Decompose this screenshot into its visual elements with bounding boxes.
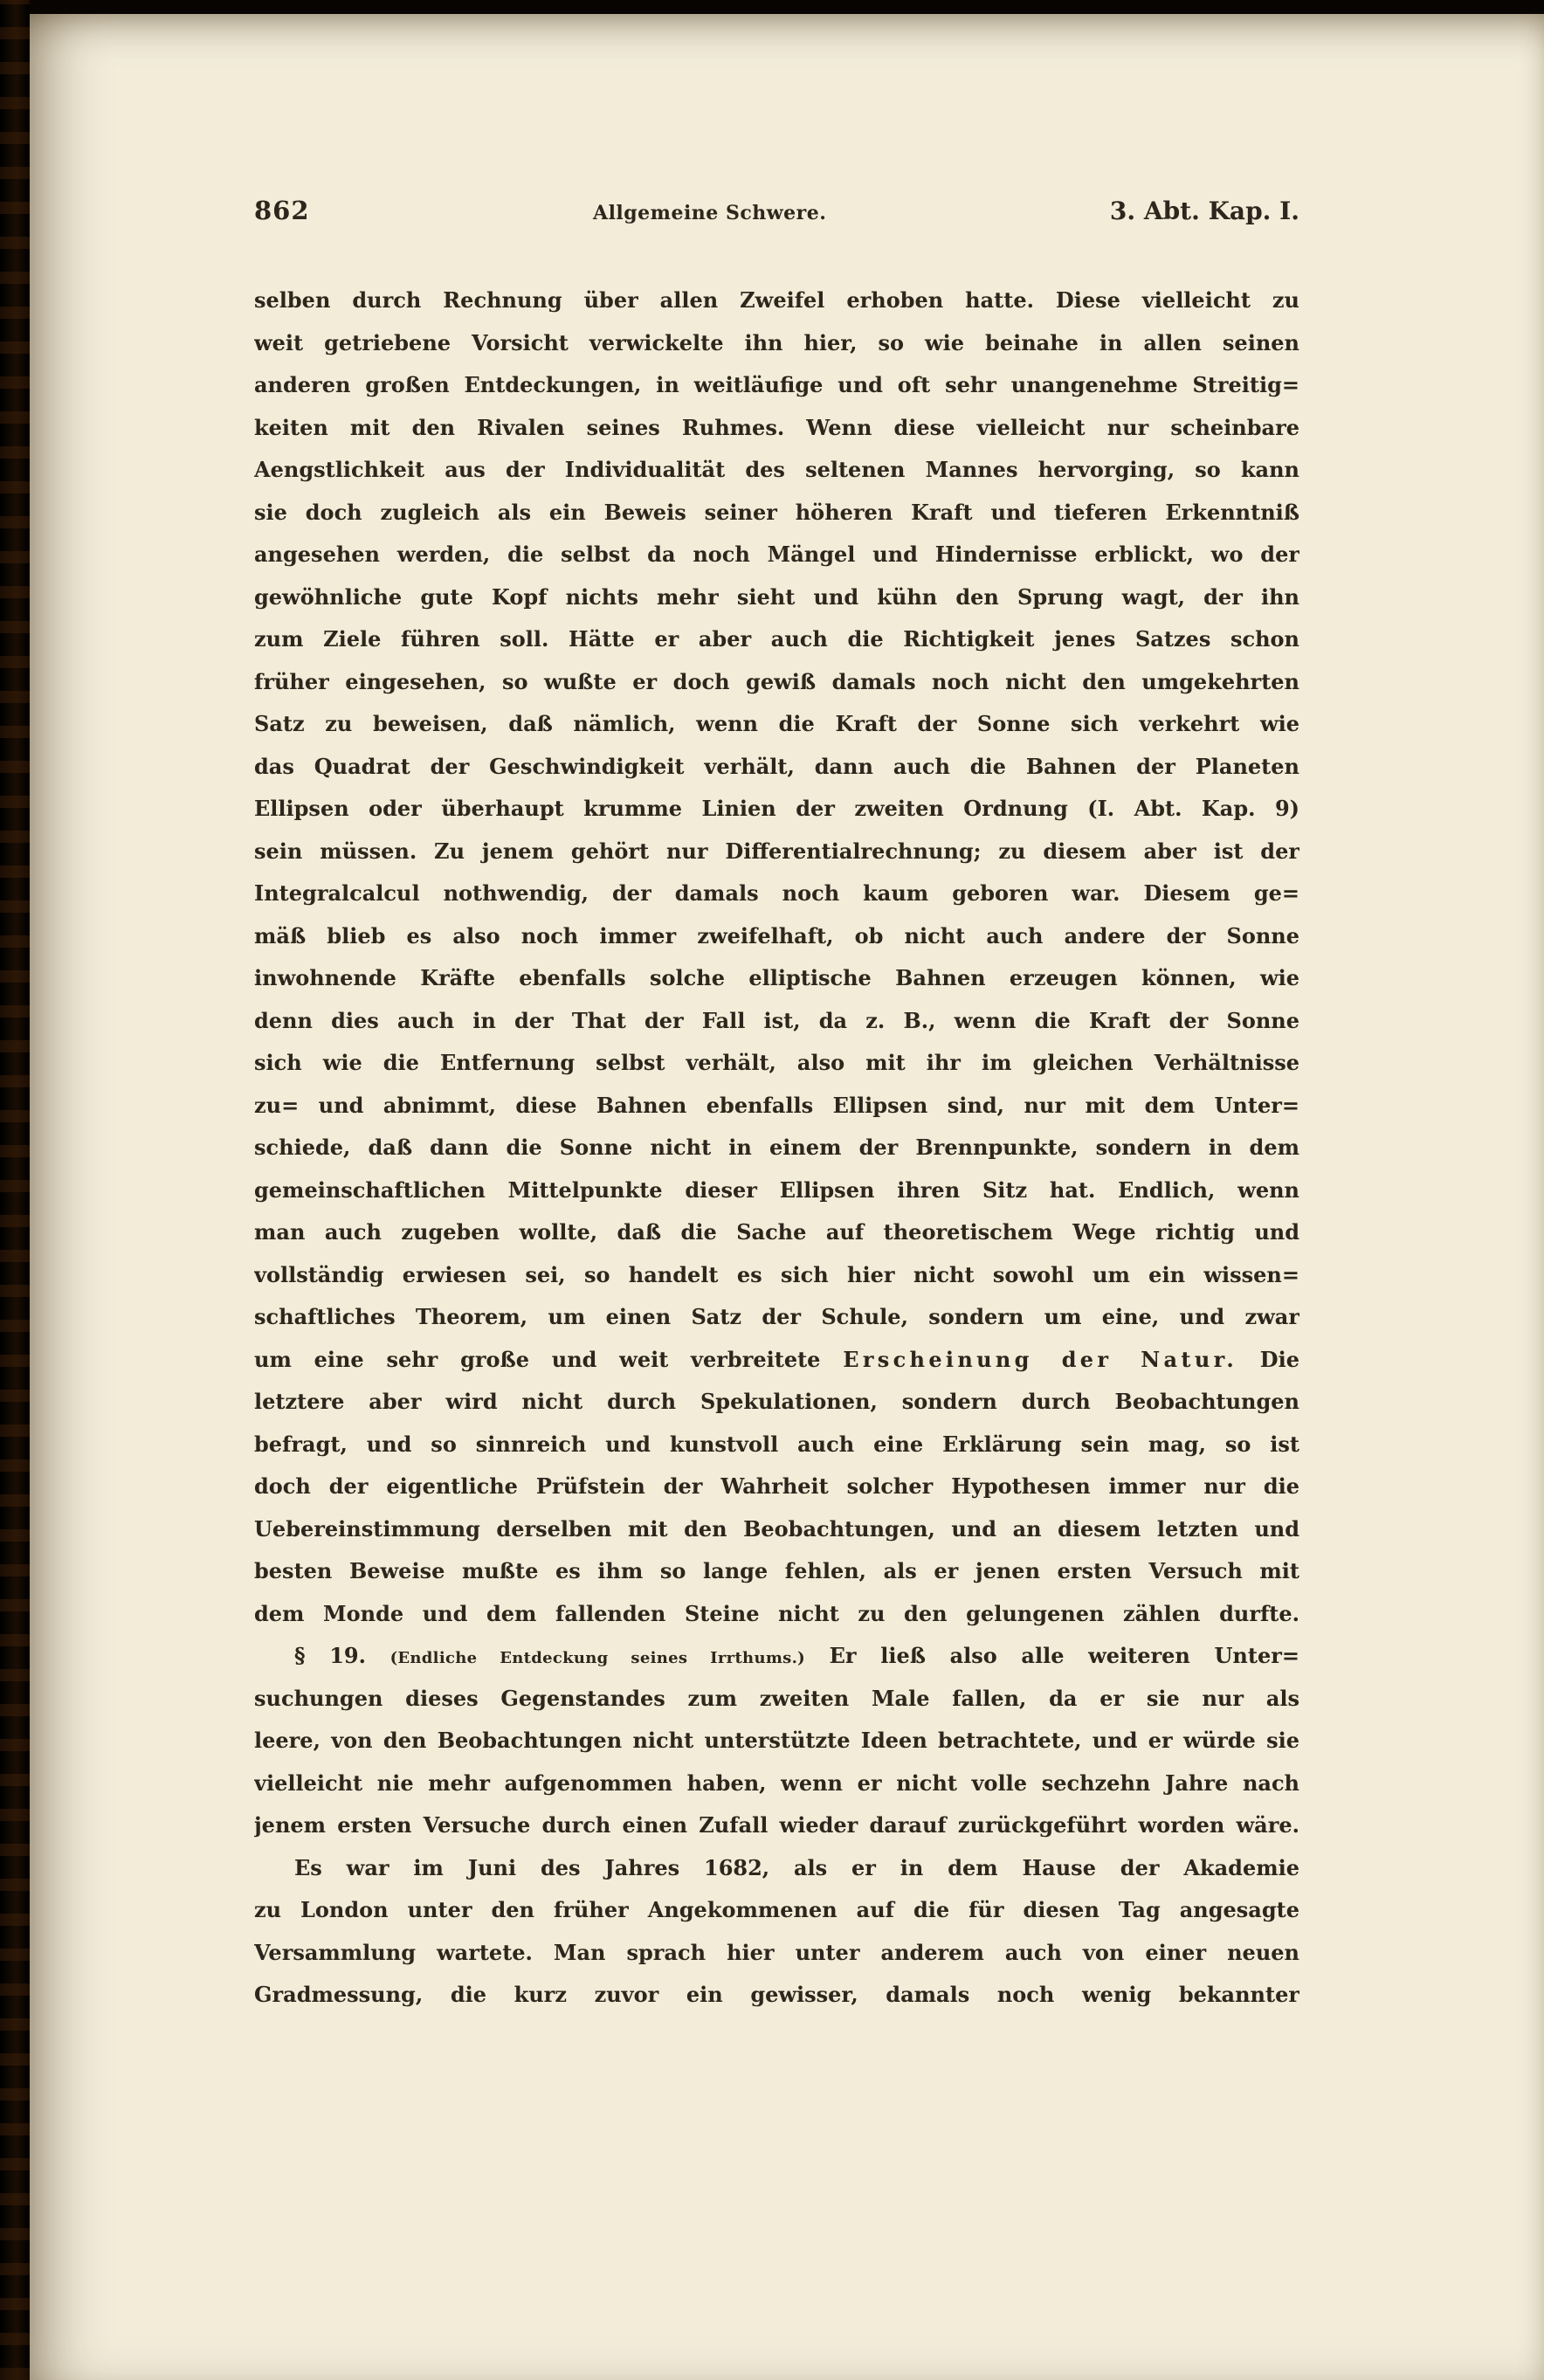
text-line [254,449,1299,492]
text-line [254,1635,1299,1678]
body-text [254,279,1299,2017]
section-caption: (Endliche Entdeckung seines Irrthums.) [389,1649,805,1667]
text-line [254,1000,1299,1043]
page-header [254,196,1299,225]
running-title: Allgemeine Schwere. [593,202,827,224]
text-segment: doch der eigentliche Prüfstein der Wahrheit solcher Hypothesen immer nur die [254,1473,1299,1499]
text-segment: vielleicht nie mehr aufgenommen haben, wenn er nicht volle sechzehn Jahre nach [254,1769,1299,1796]
text-segment: Aengstlichkeit aus der Individualität des seltenen Mannes hervorging, so kann [254,457,1299,482]
text-segment: zu London unter den früher Angekommenen auf die für diesen Tag angesagte [254,1897,1299,1922]
text-segment: befragt, und so sinnreich und kunstvoll auch eine Erklärung sein mag, so ist [254,1431,1299,1457]
text-line [254,873,1299,915]
text-line [254,1932,1299,1975]
text-segment: keiten mit den Rivalen seines Ruhmes. Wenn diese vielleicht nur scheinbare [254,414,1299,440]
text-line [254,1211,1299,1254]
text-segment: anderen großen Entdeckungen, in weitläufige und oft sehr unangenehme Streitig= [254,372,1299,397]
text-segment: § 19. [294,1643,390,1668]
text-line [254,1381,1299,1424]
book-page [30,14,1544,2380]
text-segment: Integralcalcul nothwendig, der damals noch kaum geboren war. Diesem ge= [254,880,1299,906]
text-segment: Uebereinstimmung derselben mit den Beobachtungen, und an diesem letzten und [254,1515,1299,1542]
text-segment: zum Ziele führen soll. Hätte er aber auch die Richtigkeit jenes Satzes schon [254,626,1299,652]
text-line [254,831,1299,873]
text-line [254,576,1299,619]
text-segment: sich wie die Entfernung selbst verhält, also mit ihr im gleichen Verhältnisse [254,1050,1299,1075]
text-line [254,1085,1299,1128]
text-segment: inwohnende Kräfte ebenfalls solche elliptische Bahnen erzeugen können, wie [254,965,1299,990]
text-segment: schiede, daß dann die Sonne nicht in einem der Brennpunkte, sondern in dem [254,1135,1299,1160]
text-segment: schaftliches Theorem, um einen Satz der Schule, sondern um eine, und zwar [254,1304,1299,1329]
text-segment: jenem ersten Versuche durch einen Zufall wieder darauf zurückgeführt worden wäre. [254,1812,1299,1838]
text-line [254,1254,1299,1297]
text-line [254,322,1299,365]
text-segment: gewöhnliche gute Kopf nichts mehr sieht und kühn den Sprung wagt, der ihn [254,583,1299,610]
text-segment: denn dies auch in der That der Fall ist, da z. B., wenn die Kraft der Sonne [254,1007,1299,1033]
text-segment: sie doch zugleich als ein Beweis seiner höheren Kraft und tieferen Erkenntniß [254,499,1299,525]
text-line [254,1678,1299,1721]
text-line [254,534,1299,576]
text-line [254,279,1299,322]
text-segment: man auch zugeben wollte, daß die Sache auf theoretischem Wege richtig und [254,1219,1299,1245]
text-line [254,1169,1299,1212]
text-segment: Erscheinung der Natur. [843,1346,1238,1372]
text-line [254,1424,1299,1466]
text-line [254,1339,1299,1382]
text-line [254,746,1299,789]
text-segment: Gradmessung, die kurz zuvor ein gewisser, damals noch wenig bekannter [254,1982,1299,2007]
text-line [254,1889,1299,1932]
text-line [254,407,1299,450]
text-segment: sein müssen. Zu jenem gehört nur Differentialrechnung; zu diesem aber ist der [254,838,1299,864]
text-segment: leere, von den Beobachtungen nicht unterstützte Ideen betrachtete, und er würde sie [254,1728,1299,1753]
book-binding-edge [0,0,30,2380]
text-line [254,1466,1299,1508]
text-segment: vollständig erwiesen sei, so handelt es sich hier nicht sowohl um ein wissen= [254,1261,1299,1287]
text-segment: das Quadrat der Geschwindigkeit verhält, dann auch die Bahnen der Planeten [254,753,1299,779]
text-line [254,1974,1299,2017]
text-segment: Ellipsen oder überhaupt krumme Linien der zweiten Ordnung (I. Abt. Kap. 9) [254,796,1299,821]
text-line [254,1508,1299,1551]
text-line [254,703,1299,746]
text-line [254,364,1299,407]
page-number: 862 [254,196,310,225]
chapter-label: 3. Abt. Kap. I. [1109,197,1299,225]
text-segment: besten Beweise mußte es ihm so lange fehlen, als er jenen ersten Versuch mit [254,1558,1299,1583]
text-segment: Versammlung wartete. Man sprach hier unter anderem auch von einer neuen [254,1939,1299,1965]
text-line [254,915,1299,958]
text-segment: dem Monde und dem fallenden Steine nicht zu den gelungenen zählen durfte. [254,1600,1299,1626]
text-line [254,1804,1299,1847]
text-line [254,788,1299,831]
text-line [254,1550,1299,1593]
text-segment: mäß blieb es also noch immer zweifelhaft, ob nicht auch andere der Sonne [254,922,1299,949]
text-line [254,661,1299,704]
text-line [254,492,1299,535]
text-line [254,1042,1299,1085]
text-segment: gemeinschaftlichen Mittelpunkte dieser Ellipsen ihren Sitz hat. Endlich, wenn [254,1176,1299,1203]
text-segment: zu= und abnimmt, diese Bahnen ebenfalls Ellipsen sind, nur mit dem Unter= [254,1092,1299,1118]
text-segment: angesehen werden, die selbst da noch Mängel und Hindernisse erblickt, wo der [254,542,1299,567]
text-line [254,957,1299,1000]
text-line [254,1763,1299,1805]
text-line [254,1296,1299,1339]
text-line [254,1593,1299,1636]
text-segment: Die [1237,1346,1299,1372]
text-line [254,1127,1299,1169]
text-line [254,1847,1299,1890]
text-segment: suchungen dieses Gegenstandes zum zweiten Male fallen, da er sie nur als [254,1685,1299,1711]
text-segment: weit getriebene Vorsicht verwickelte ihn hier, so wie beinahe in allen seinen [254,329,1299,355]
text-segment: selben durch Rechnung über allen Zweifel erhoben hatte. Diese vielleicht zu [254,287,1299,313]
text-segment: Er ließ also alle weiteren Unter= [805,1643,1299,1668]
text-line [254,618,1299,661]
text-segment: letztere aber wird nicht durch Spekulationen, sondern durch Beobachtungen [254,1389,1299,1414]
text-segment: um eine sehr große und weit verbreitete [254,1346,844,1372]
text-segment: Satz zu beweisen, daß nämlich, wenn die Kraft der Sonne sich verkehrt wie [254,711,1299,736]
text-segment: früher eingesehen, so wußte er doch gewiß damals noch nicht den umgekehrten [254,668,1299,694]
text-line [254,1720,1299,1763]
text-segment: Es war im Juni des Jahres 1682, als er in dem Hause der Akademie [294,1854,1299,1880]
